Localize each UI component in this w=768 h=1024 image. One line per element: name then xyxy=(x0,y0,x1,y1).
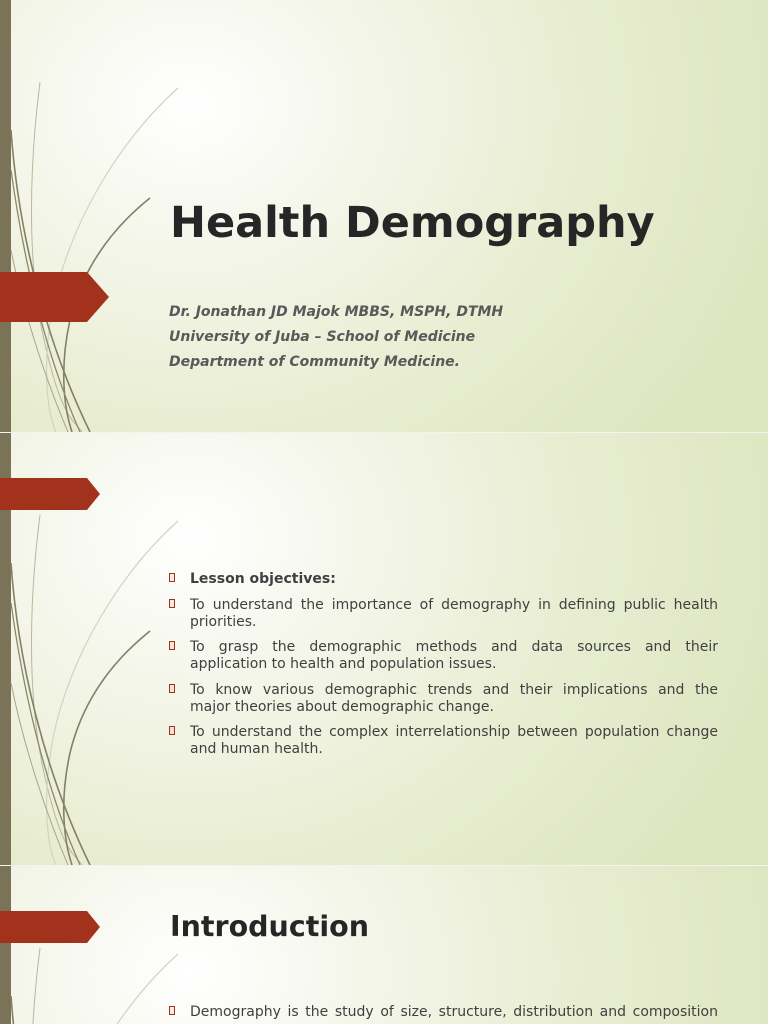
square-bullet-icon xyxy=(169,726,175,735)
curve-line xyxy=(64,631,150,865)
list-item xyxy=(190,724,718,758)
list-item-text: To understand the complex interrelationship between population change xyxy=(190,724,718,740)
square-bullet-icon xyxy=(169,1006,175,1015)
list-item xyxy=(190,571,718,588)
square-bullet-icon xyxy=(169,599,175,608)
list-item xyxy=(190,1004,718,1021)
slide-background xyxy=(0,433,768,865)
list-item xyxy=(190,597,718,631)
curve-line xyxy=(11,603,80,865)
red-arrow-tag xyxy=(0,478,100,510)
author-line: Dr. Jonathan JD Majok MBBS, MSPH, DTMH xyxy=(169,304,504,320)
curve-line xyxy=(47,521,178,865)
department-line: Department of Community Medicine. xyxy=(169,354,460,370)
square-bullet-icon xyxy=(169,641,175,650)
slide-subtitle xyxy=(169,300,503,375)
slide-title: Health Demography xyxy=(170,198,655,248)
curve-line xyxy=(47,88,178,432)
list-heading: Lesson objectives: xyxy=(190,571,336,587)
slide-1 xyxy=(0,0,768,432)
square-bullet-icon xyxy=(169,573,175,582)
square-bullet-icon xyxy=(169,684,175,693)
list-item xyxy=(190,639,718,673)
red-arrow-tag xyxy=(0,911,100,943)
list-item-text: To know various demographic trends and their implications and the xyxy=(190,681,718,698)
list-item-text: major theories about demographic change. xyxy=(190,698,494,715)
curve-line xyxy=(11,996,90,1024)
list-item-text: Demography is the study of size, structure, distribution and composition xyxy=(190,1004,718,1020)
curve-line xyxy=(47,954,178,1024)
slide-2 xyxy=(0,433,768,865)
slide-background xyxy=(0,866,768,1024)
curve-line xyxy=(32,515,83,865)
list-item-text: application to health and population issues. xyxy=(190,656,497,672)
red-arrow-tag xyxy=(0,272,109,322)
list-item-text: To understand the importance of demography in defining public health xyxy=(190,596,718,613)
decorative-curves xyxy=(0,866,200,1024)
list-item-text: priorities. xyxy=(190,613,257,630)
list-item xyxy=(190,682,718,716)
curve-line xyxy=(32,82,83,432)
slide-heading: Introduction xyxy=(170,910,369,943)
curve-line xyxy=(32,948,83,1024)
slide-background xyxy=(0,0,768,432)
content-list xyxy=(190,1004,718,1024)
list-item-text: and human health. xyxy=(190,741,323,757)
list-item-text: To grasp the demographic methods and data sources and their xyxy=(190,639,718,655)
slide-3 xyxy=(0,866,768,1024)
objectives-list xyxy=(190,571,718,767)
institution-line: University of Juba – School of Medicine xyxy=(169,329,476,345)
